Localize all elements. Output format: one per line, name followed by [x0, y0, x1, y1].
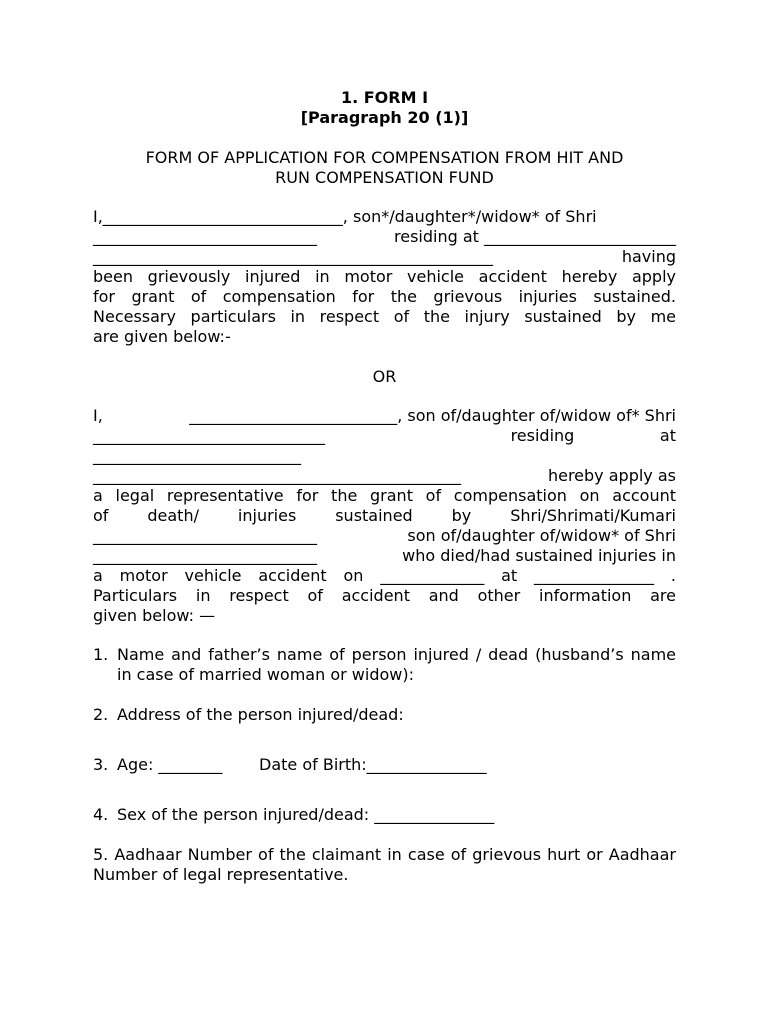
- form-subject-line-1: FORM OF APPLICATION FOR COMPENSATION FROM HIT AND: [145, 148, 624, 167]
- para-a-line: are given below:-: [93, 327, 231, 346]
- form-document: [93, 88, 676, 885]
- item-number: 2.: [93, 705, 109, 724]
- item-number: 3.: [93, 755, 109, 774]
- item-number: 4.: [93, 805, 109, 824]
- item-number: 1.: [93, 645, 109, 664]
- item-1: [93, 645, 676, 685]
- age-field-label: Age: ________: [117, 755, 223, 774]
- para-b-blank: _____________________________: [93, 426, 325, 445]
- para-b-line: [93, 546, 676, 566]
- para-b-word: by: [451, 506, 472, 525]
- para-b-line: [93, 426, 676, 446]
- para-b-line: __________________________: [93, 446, 301, 465]
- para-b-word: injuries: [237, 506, 297, 525]
- para-b-text: at: [659, 426, 676, 445]
- item-4: [93, 805, 676, 825]
- para-b-line: [93, 466, 676, 486]
- para-b-line: [93, 406, 676, 426]
- para-a-line: [93, 247, 676, 267]
- para-b-text: son of/daughter of/widow* of Shri: [407, 526, 676, 545]
- para-b-blank: ____________________________: [93, 546, 317, 565]
- para-b-blank: ______________________________________________: [93, 466, 461, 485]
- para-a-line: [93, 227, 676, 247]
- para-b-blank: ____________________________: [93, 526, 317, 545]
- para-a-text: having: [621, 247, 676, 266]
- application-paragraph-legal-representative: [93, 406, 676, 626]
- para-a-blank: __________________________________________________: [93, 247, 493, 266]
- dob-field-label: Date of Birth:_______________: [259, 755, 487, 774]
- para-b-line: [93, 526, 676, 546]
- para-b-line: given below: —: [93, 606, 216, 625]
- para-b-line: a motor vehicle accident on _____________ at _______________ .: [93, 566, 676, 585]
- form-subject-line-2: RUN COMPENSATION FUND: [275, 168, 494, 187]
- para-b-line: [93, 506, 676, 526]
- para-b-text: __________________________, son of/daughter of/widow of* Shri: [189, 406, 676, 425]
- item-2: [93, 705, 676, 725]
- item-text: Aadhaar Number of the claimant in case of grievous hurt or Aadhaar Number of legal representative.: [93, 845, 676, 884]
- item-number: 5.: [93, 845, 109, 864]
- para-a-line: Necessary particulars in respect of the injury sustained by me: [93, 307, 676, 326]
- item-text: Address of the person injured/dead:: [117, 705, 404, 724]
- para-a-line-text: I,______________________________, son*/daughter*/widow* of Shri: [93, 207, 597, 226]
- application-paragraph-injured: [93, 207, 676, 347]
- para-a-line: for grant of compensation for the grievous injuries sustained.: [93, 287, 676, 306]
- para-b-word: sustained: [335, 506, 413, 525]
- para-b-text: hereby apply as: [547, 466, 676, 485]
- para-a-text: residing at ________________________: [394, 227, 676, 246]
- para-b-word: death/: [147, 506, 199, 525]
- para-b-text: who died/had sustained injuries in: [402, 546, 676, 565]
- paragraph-reference: [Paragraph 20 (1)]: [300, 108, 469, 127]
- para-a-blank: ____________________________: [93, 227, 317, 246]
- form-title: 1. FORM I: [340, 88, 429, 107]
- para-a-line: been grievously injured in motor vehicle accident hereby apply: [93, 267, 676, 286]
- para-b-word: Shri/Shrimati/Kumari: [510, 506, 676, 525]
- item-5: [93, 845, 676, 885]
- para-b-line: a legal representative for the grant of compensation on account: [93, 486, 676, 505]
- or-separator: OR: [372, 367, 397, 386]
- para-b-word: of: [93, 506, 109, 525]
- para-a-line: [93, 207, 676, 227]
- item-3: [93, 755, 676, 775]
- para-b-text: I,: [93, 406, 103, 425]
- item-text: Name and father’s name of person injured / dead (husband’s name in case of married woman or widow):: [117, 645, 676, 684]
- item-text: Sex of the person injured/dead: _______________: [117, 805, 495, 824]
- para-b-text: residing: [510, 426, 575, 445]
- para-b-line: Particulars in respect of accident and other information are: [93, 586, 676, 605]
